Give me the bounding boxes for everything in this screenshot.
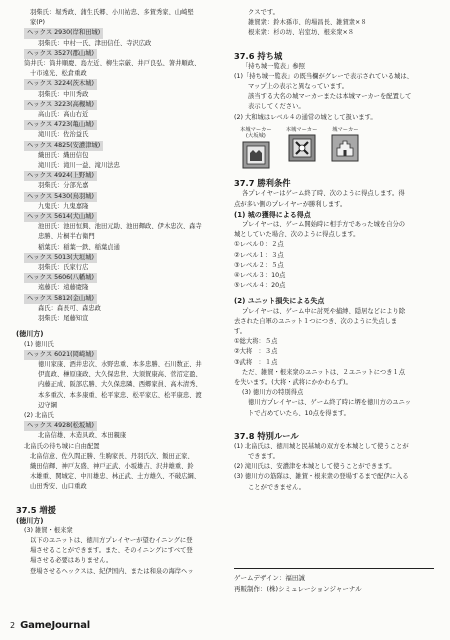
publication-logo: GameJournal <box>20 620 90 631</box>
text-line: プレイヤーは、ゲーム開始時に相手方であった城を自分の <box>242 220 406 228</box>
text-line: 北畠信雄、木造具政、本田親康 <box>38 432 127 440</box>
text-line: (2) 北畠氏 <box>24 411 54 419</box>
text-line: トで占めていたら、10点を得ます。 <box>248 409 350 417</box>
text-line: 筒井氏：筒井順慶、島左近、柳生宗厳、井戸良弘、箸井順政、 <box>24 60 201 68</box>
text-line: 徳川方プレイヤーは、ゲーム終了時に堺を徳川方のユニッ <box>248 399 411 407</box>
text-line: 城としていた場合、次のように得点します。 <box>234 231 360 239</box>
text-line: ⑤レベル４：20点 <box>234 282 286 290</box>
text-line: 該当する大名の城マーカーまたは本城マーカーを配置して <box>248 93 412 101</box>
hex-label: ヘックス 4924(上野城) <box>24 171 97 181</box>
hex-heading <box>16 253 216 263</box>
text-line: 羽柴氏：中川秀政 <box>38 90 89 98</box>
text-line: す。 <box>234 327 247 335</box>
page-footer <box>10 620 90 631</box>
text-line: 滝川氏：滝川一益、滝川法忠 <box>38 162 120 170</box>
text-line: ことができません。 <box>248 483 306 491</box>
subsection-heading: (徳川方) <box>16 330 44 339</box>
section-heading: 37.8 特別ルール <box>234 430 299 441</box>
text-line: 羽柴氏：分部光嘉 <box>38 182 89 190</box>
hex-heading <box>16 273 216 283</box>
hex-label: ヘックス 4825(安濃津城) <box>24 141 103 151</box>
section-heading: 37.5 増援 <box>16 504 56 515</box>
hex-label: ヘックス 2930(岸和田城) <box>24 28 103 38</box>
text-line: (3) 徳川方の特別得点 <box>242 389 304 397</box>
text-line: 去された自軍のユニット１つにつき、次のように失点しま <box>234 317 398 325</box>
text-line: ②大将 ：３点 <box>234 348 278 356</box>
text-line: ④レベル３：10点 <box>234 271 286 279</box>
credit-reprint: 再販制作：(株)シミュレーションジャーナル <box>234 585 362 593</box>
text-line: (1) 徳川氏 <box>24 340 54 348</box>
hex-label: ヘックス 4928(松坂城) <box>24 421 97 431</box>
left-column <box>16 8 216 577</box>
hex-heading <box>16 421 216 431</box>
text-line: プレイヤーは、ゲーム中に討死や捕縛、隠居などにより除 <box>242 307 406 315</box>
hex-label: ヘックス 5606(八幡城) <box>24 273 97 283</box>
hex-heading <box>16 212 216 222</box>
hex-label: ヘックス 3223(高槻城) <box>24 100 97 110</box>
marker-sample <box>331 127 359 172</box>
hex-heading <box>16 79 216 89</box>
right-bottom-block <box>234 177 438 492</box>
text-line: 羽柴氏：氏家行広 <box>38 264 89 272</box>
marker-caption: 本城マーカー (大坂城) <box>240 126 272 140</box>
text-line: 本多重次、本多康重、松平家忠、松平家広、松平康忠、渡 <box>38 391 202 399</box>
text-line: 忠勝、片桐半右衛門 <box>38 233 95 241</box>
text-line: ①レベル０：２点 <box>234 241 284 249</box>
text-line: 場させることができます。また、そのイニングにすべて登 <box>30 547 193 555</box>
text-line: できます。 <box>248 453 279 460</box>
hex-heading <box>16 192 216 202</box>
text-line: (2) 滝川氏は、安濃津を本城として使うことができます。 <box>234 463 396 471</box>
text-line: 内藤正成、阪部広勝、大久保忠隣、西郷家員、高木清秀、 <box>38 381 202 389</box>
text-line: 登場させるヘックスは、紀伊国内、または和泉の海岸ヘッ <box>30 567 194 575</box>
text-line: 辺守綱 <box>38 401 57 409</box>
text-line: ③武将 ：１点 <box>234 358 278 366</box>
text-line: 北畠信意、佐久間正勝、生駒家長、丹羽氏次、飯田正家、 <box>30 452 194 460</box>
text-line: 家(P) <box>30 19 46 27</box>
hex-label: ヘックス 6021(岡崎城) <box>24 350 97 360</box>
marker-legend <box>240 127 438 172</box>
right-top-block <box>234 8 438 123</box>
hex-heading <box>16 28 216 38</box>
text-line: 十市遠光、松倉重政 <box>30 70 87 78</box>
text-line: ①総大将：５点 <box>234 338 278 346</box>
text-line: 雑賀衆：鈴木孫市、的場昌長、雑賀衆×８ <box>248 19 367 27</box>
text-line: 遠藤氏：遠藤慶隆 <box>38 284 89 292</box>
hex-label: ヘックス 4723(亀山城) <box>24 120 97 130</box>
text-line: 稲葉氏：稲葉一鉄、稲葉貞通 <box>38 243 120 251</box>
text-line: 羽柴氏：尾藤知宣 <box>38 315 89 323</box>
hex-heading <box>16 49 216 59</box>
text-line: (1) 北畠氏は、徳川城と民基城の双方を本城として使うことが <box>234 442 409 450</box>
text-line: 滝川氏：佐治益氏 <box>38 131 89 139</box>
hex-label: ヘックス 5812(金山城) <box>24 294 97 304</box>
subsection-heading: (徳川方) <box>16 516 44 525</box>
hex-heading <box>16 141 216 151</box>
text-line: 九鬼氏：九鬼嘉隆 <box>38 202 89 210</box>
text-line: (1)「持ち城一覧表」の既当欄がグレーで表示されている城は、 <box>234 72 413 80</box>
hex-heading <box>16 171 216 181</box>
text-line: 「持ち城一覧表」参照 <box>242 62 305 70</box>
castle-icon <box>331 133 359 165</box>
page-number: 2 <box>10 621 16 630</box>
text-line: (3) 雑賀・根来衆 <box>24 526 73 534</box>
subsection-heading: (2) ユニット損失による失点 <box>234 297 325 306</box>
right-column <box>234 8 438 493</box>
text-line: 森氏：森長可、森忠政 <box>38 304 101 312</box>
credits-box <box>234 568 434 595</box>
text-line: 池田氏：池田恒興、池田元助、池田輝政、伊木忠次、森寺 <box>38 223 202 231</box>
text-line: 木雄重、関城定、中川雄忠、林正武、土方雄久、不破広綱、 <box>30 473 201 481</box>
section-heading: 37.6 持ち城 <box>234 50 283 61</box>
text-line: ②レベル１：３点 <box>234 251 284 259</box>
hex-label: ヘックス 5430(鳥羽城) <box>24 192 97 202</box>
text-line: 根来衆：杉の坊、岩室坊、根来衆×８ <box>248 29 355 37</box>
hex-heading <box>16 294 216 304</box>
besieged-castle-marker-icon <box>288 133 316 165</box>
spacer <box>234 419 438 424</box>
subsection-heading: (1) 城の獲得による得点 <box>234 210 311 219</box>
spacer <box>234 39 438 44</box>
hex-label: ヘックス 3527(郡山城) <box>24 49 97 59</box>
marker-caption: 城マーカー <box>332 126 359 133</box>
hex-label: ヘックス 5013(大垣城) <box>24 253 97 263</box>
text-line: 各プレイヤーはゲーム終了時、次のように得点します。得 <box>242 190 405 198</box>
text-line: 織田氏：織田信包 <box>38 151 89 159</box>
text-line: 羽柴氏：堀秀政、蒲生氏郷、小川祐忠、多賀秀家、山崎堅 <box>30 9 194 16</box>
marker-sample <box>286 127 318 172</box>
text-line: (2) 大和城はレベル４の通常の城として扱います。 <box>234 113 377 121</box>
text-line: 伊直政、榊原康政、大久保忠世、大須賀康高、菅沼定盈、 <box>38 371 202 379</box>
text-line: を失います。(大将・武将にかかわらず)。 <box>234 378 352 386</box>
credit-design: ゲームデザイン：福田誠 <box>234 574 305 582</box>
text-line: 徳川家康、酒井忠次、水野忠重、本多忠勝、石川数正、井 <box>38 360 202 368</box>
castle-marker-icon <box>242 140 270 172</box>
hex-label: ヘックス 3224(茨木城) <box>24 79 97 89</box>
text-line: 表示してください。 <box>248 103 305 111</box>
hex-heading <box>16 120 216 130</box>
text-line: 山田秀安、山口重政 <box>30 483 87 491</box>
text-line: (3) 徳川方の筋隊は、雑賀・根来衆の登場するまで配伊に入る <box>234 473 409 481</box>
text-line: ただ、雑賀・根来衆のユニットは、２ユニットにつき１点 <box>242 368 406 376</box>
text-line: 以下のユニットは、徳川方プレイヤーが望むイニングに登 <box>30 536 193 544</box>
section-heading: 37.7 勝利条件 <box>234 178 291 189</box>
hex-heading <box>16 350 216 360</box>
text-line: 点が多い側のプレイヤーが勝利します。 <box>234 200 347 208</box>
text-line: 高山氏：高山右近 <box>38 111 89 119</box>
text-line: クスです。 <box>248 9 279 16</box>
text-line: ③レベル２：５点 <box>234 261 284 269</box>
text-line: マップ上の表示と異なっています。 <box>248 83 348 91</box>
spacer <box>16 493 216 498</box>
text-line: 羽柴氏：中村一氏、津田信任、寺沢広政 <box>38 39 152 47</box>
marker-caption: 本城マーカー <box>285 126 318 133</box>
text-line: 北畠氏の待ち城に自由配置 <box>24 442 100 450</box>
text-line: 織田信輝、神戸友盛、神戸正武、小坂雄吉、沢井雄重、鈴 <box>30 462 194 470</box>
marker-sample <box>240 127 272 172</box>
hex-heading <box>16 100 216 110</box>
text-line: 場させる必要はありません。 <box>30 557 113 565</box>
hex-label: ヘックス 5614(犬山城) <box>24 212 97 222</box>
